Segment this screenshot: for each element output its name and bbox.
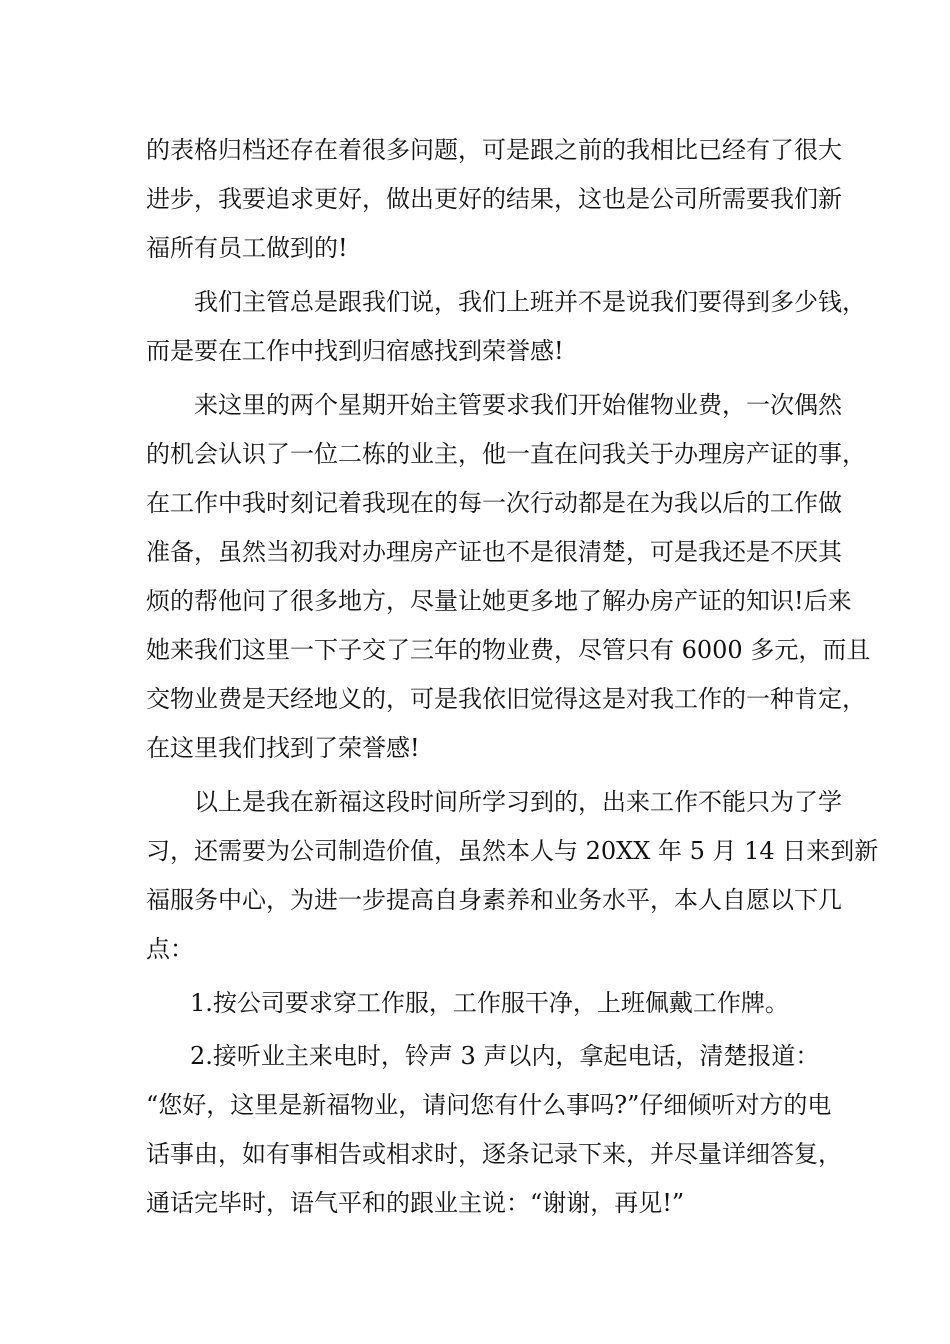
text-line: 的表格归档还存在着很多问题，可是跟之前的我相比已经有了很大 bbox=[146, 136, 842, 164]
text-line: 福服务中心，为进一步提高自身素养和业务水平，本人自愿以下几 bbox=[146, 886, 842, 914]
text-line: 习，还需要为公司制造价值，虽然本人与 20XX 年 5 月 14 日来到新 bbox=[146, 837, 879, 865]
list-item-1: 1.按公司要求穿工作服，工作服干净，上班佩戴工作牌。 bbox=[190, 989, 789, 1017]
text-line: 她来我们这里一下子交了三年的物业费，尽管只有 6000 多元，而且 bbox=[146, 636, 871, 664]
text-line: 烦的帮他问了很多地方，尽量让她更多地了解办房产证的知识!后来 bbox=[146, 587, 852, 615]
text-line: 的机会认识了一位二栋的业主，他一直在问我关于办理房产证的事， bbox=[146, 440, 866, 468]
text-line: 点： bbox=[146, 935, 194, 963]
text-line: 话事由，如有事相告或相求时，逐条记录下来，并尽量详细答复， bbox=[146, 1140, 842, 1168]
list-item-2: 2.接听业主来电时，铃声 3 声以内，拿起电话，清楚报道： bbox=[190, 1042, 820, 1070]
text-line: 而是要在工作中找到归宿感找到荣誉感! bbox=[146, 337, 564, 365]
text-line: “您好，这里是新福物业，请问您有什么事吗?”仔细倾听对方的电 bbox=[146, 1091, 832, 1119]
paragraph-first-line: 我们主管总是跟我们说，我们上班并不是说我们要得到多少钱， bbox=[194, 288, 866, 316]
text-line: 准备，虽然当初我对办理房产证也不是很清楚，可是我还是不厌其 bbox=[146, 538, 842, 566]
text-line: 通话完毕时，语气平和的跟业主说：“谢谢，再见!” bbox=[146, 1189, 685, 1217]
text-line: 在工作中我时刻记着我现在的每一次行动都是在为我以后的工作做 bbox=[146, 489, 842, 517]
paragraph-first-line: 来这里的两个星期开始主管要求我们开始催物业费，一次偶然 bbox=[194, 391, 842, 419]
paragraph-first-line: 以上是我在新福这段时间所学习到的，出来工作不能只为了学 bbox=[194, 788, 842, 816]
text-line: 进步，我要追求更好，做出更好的结果，这也是公司所需要我们新 bbox=[146, 185, 842, 213]
text-line: 在这里我们找到了荣誉感! bbox=[146, 734, 420, 762]
text-line: 交物业费是天经地义的，可是我依旧觉得这是对我工作的一种肯定， bbox=[146, 685, 866, 713]
text-line: 福所有员工做到的! bbox=[146, 234, 348, 262]
